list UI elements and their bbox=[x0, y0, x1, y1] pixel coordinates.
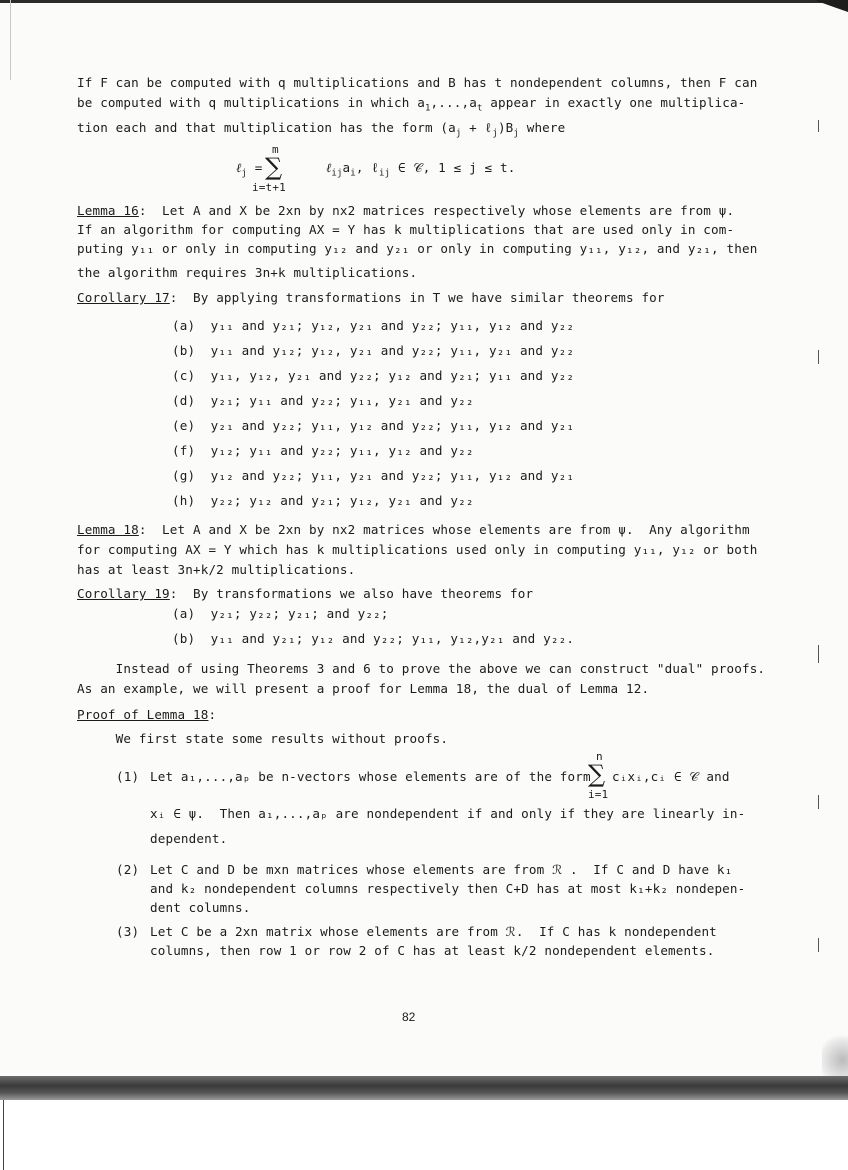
proof-heading bbox=[77, 707, 216, 723]
lemma18-line-1-text: : Let A and X be 2xn by nx2 matrices whose elements are from ψ. Any algorithm bbox=[138, 522, 750, 537]
lemma16-line-3: puting y₁₁ or only in computing y₁₂ and y₂₁ or only in computing y₁₁, y₁₂, and y₂₁, then bbox=[77, 241, 758, 256]
sub-j-2: j bbox=[492, 128, 498, 139]
dual-line-1: Instead of using Theorems 3 and 6 to prove the above we can construct "dual" proofs. bbox=[77, 661, 766, 676]
formula-rhs-ell-2: , ℓ bbox=[355, 160, 380, 175]
result-3-line-2: columns, then row 1 or row 2 of C has at least k/2 nondependent elements. bbox=[150, 943, 715, 958]
item-text: y₂₁ and y₂₂; y₁₁, y₁₂ and y₂₂; y₁₁, y₁₂ and y₂₁ bbox=[210, 418, 575, 433]
corollary19-label: Corollary 19 bbox=[77, 586, 170, 601]
sub-i: i bbox=[350, 168, 356, 179]
item-tag: (e) bbox=[172, 418, 196, 433]
result-1-line-2: xᵢ ∈ ψ. Then a₁,...,aₚ are nondependent if and only if they are linearly in- bbox=[150, 806, 746, 821]
corollary19-item-b bbox=[172, 631, 574, 647]
corollary17-line-1-text: : By applying transformations in T we have similar theorems for bbox=[169, 290, 665, 305]
intro-line-1: If F can be computed with q multiplications and B has t nondependent columns, then F can bbox=[77, 75, 758, 90]
scan-left-tick bbox=[3, 1100, 4, 1170]
corollary17-item-b bbox=[172, 343, 574, 359]
corollary17-label: Corollary 17 bbox=[77, 290, 170, 305]
result-2-tag: (2) bbox=[116, 862, 140, 877]
sub-ij: ij bbox=[331, 168, 343, 179]
margin-mark bbox=[818, 120, 819, 132]
corollary17-line-1 bbox=[77, 290, 665, 306]
item-tag: (c) bbox=[172, 368, 196, 383]
margin-mark bbox=[818, 795, 819, 809]
intro-line-3 bbox=[77, 120, 565, 142]
formula-rhs-ell: ℓ bbox=[326, 160, 332, 175]
item-tag: (a) bbox=[172, 318, 196, 333]
result-2-line-1: Let C and D be mxn matrices whose elements are from ℛ . If C and D have k₁ bbox=[150, 862, 733, 877]
corollary17-item-h bbox=[172, 493, 474, 509]
item-tag: (f) bbox=[172, 443, 196, 458]
item-text: y₁₂; y₁₁ and y₂₂; y₁₁, y₁₂ and y₂₂ bbox=[210, 443, 474, 458]
item-text: y₁₁ and y₁₂; y₁₂, y₂₁ and y₂₂; y₁₁, y₂₁ and y₂₂ bbox=[210, 343, 575, 358]
scan-corner-smudge bbox=[822, 1030, 848, 1080]
result-3-line-1: Let C be a 2xn matrix whose elements are from ℛ. If C has k nondependent bbox=[150, 924, 717, 939]
intro-line-3-c: )B bbox=[497, 120, 514, 135]
margin-mark bbox=[818, 938, 819, 952]
summation-sigma: ∑ bbox=[265, 153, 283, 181]
corollary17-item-a bbox=[172, 318, 574, 334]
item-tag: (d) bbox=[172, 393, 196, 408]
formula-ell: ℓ bbox=[236, 160, 242, 175]
intro-line-3-b: + ℓ bbox=[461, 120, 493, 135]
corollary17-item-f bbox=[172, 443, 474, 459]
sub-j-4: j bbox=[241, 168, 247, 179]
intro-line-2 bbox=[77, 95, 745, 117]
lemma16-label: Lemma 16 bbox=[77, 203, 139, 218]
result-1-sum-lower: i=1 bbox=[588, 788, 609, 801]
lemma16-line-1 bbox=[77, 203, 734, 219]
page-number: 82 bbox=[402, 1010, 416, 1024]
lemma16-line-1-text: : Let A and X be 2xn by nx2 matrices respectively whose elements are from ψ. bbox=[138, 203, 735, 218]
corollary17-item-g bbox=[172, 468, 574, 484]
item-tag: (h) bbox=[172, 493, 196, 508]
result-1-sum-upper: n bbox=[596, 750, 603, 763]
scan-bottom-margin bbox=[0, 1100, 848, 1170]
formula-rhs-a: a bbox=[342, 160, 351, 175]
lemma18-line-2: for computing AX = Y which has k multiplications used only in computing y₁₁, y₁₂ or both bbox=[77, 542, 758, 557]
item-text: y₂₁; y₂₂; y₂₁; and y₂₂; bbox=[210, 606, 389, 621]
formula-rhs bbox=[326, 160, 515, 182]
corollary17-item-e bbox=[172, 418, 574, 434]
lemma18-line-1 bbox=[77, 522, 750, 538]
item-tag: (g) bbox=[172, 468, 196, 483]
proof-label: Proof of Lemma 18 bbox=[77, 707, 209, 722]
item-text: y₁₁ and y₂₁; y₁₂, y₂₁ and y₂₂; y₁₁, y₁₂ and y₂₂ bbox=[210, 318, 575, 333]
formula-upper-limit: m bbox=[272, 143, 279, 156]
corollary19-item-a bbox=[172, 606, 389, 622]
scan-top-edge bbox=[0, 0, 848, 3]
item-text: y₂₂; y₁₂ and y₂₁; y₁₂, y₂₁ and y₂₂ bbox=[210, 493, 474, 508]
corollary17-item-d bbox=[172, 393, 474, 409]
lemma16-line-4: the algorithm requires 3n+k multiplications. bbox=[77, 265, 418, 280]
lemma16-line-2: If an algorithm for computing AX = Y has k multiplications that are used only in com- bbox=[77, 222, 735, 237]
sub-1: 1 bbox=[424, 103, 431, 114]
item-tag: (b) bbox=[172, 343, 196, 358]
dual-line-2: As an example, we will present a proof for Lemma 18, the dual of Lemma 12. bbox=[77, 681, 650, 696]
result-1-line-1: Let a₁,...,aₚ be n-vectors whose elements are of the form bbox=[150, 769, 591, 784]
item-text: y₁₁ and y₂₁; y₁₂ and y₂₂; y₁₁, y₁₂,y₂₁ and y₂₂. bbox=[210, 631, 575, 646]
intro-line-2-b: ,...,a bbox=[430, 95, 477, 110]
item-text: y₁₁, y₁₂, y₂₁ and y₂₂; y₁₂ and y₂₁; y₁₁ and y₂₂ bbox=[210, 368, 575, 383]
formula-set: ∈ 𝒞, 1 ≤ j ≤ t. bbox=[390, 160, 516, 175]
intro-line-3-d: where bbox=[518, 120, 566, 135]
intro-line-2-c: appear in exactly one multiplica- bbox=[482, 95, 746, 110]
result-1-tag: (1) bbox=[116, 769, 140, 784]
result-2-line-2: and k₂ nondependent columns respectively then C+D has at most k₁+k₂ nondepen- bbox=[150, 881, 746, 896]
sub-j: j bbox=[455, 128, 462, 139]
scan-left-edge bbox=[10, 0, 11, 80]
lemma18-line-3: has at least 3n+k/2 multiplications. bbox=[77, 562, 356, 577]
sub-j-3: j bbox=[513, 128, 519, 139]
lemma18-label: Lemma 18 bbox=[77, 522, 139, 537]
result-3-tag: (3) bbox=[116, 924, 140, 939]
result-1-line-3: dependent. bbox=[150, 831, 228, 846]
intro-line-3-a: tion each and that multiplication has the form (a bbox=[77, 120, 456, 135]
sub-t: t bbox=[476, 103, 483, 114]
formula-lower-limit: i=t+1 bbox=[252, 181, 286, 194]
corollary19-line-1 bbox=[77, 586, 533, 602]
corollary19-line-1-text: : By transformations we also have theorems for bbox=[169, 586, 534, 601]
result-1-sigma: ∑ bbox=[588, 760, 606, 788]
result-1-line-1-end: cᵢxᵢ,cᵢ ∈ 𝒞 and bbox=[612, 769, 730, 784]
proof-intro: We first state some results without proofs. bbox=[77, 731, 449, 746]
margin-mark bbox=[818, 350, 819, 364]
item-tag: (b) bbox=[172, 631, 196, 646]
corollary17-item-c bbox=[172, 368, 574, 384]
sub-ij-2: ij bbox=[379, 168, 391, 179]
item-text: y₁₂ and y₂₂; y₁₁, y₂₁ and y₂₂; y₁₁, y₁₂ and y₂₁ bbox=[210, 468, 575, 483]
margin-mark bbox=[818, 645, 819, 663]
scan-bottom-shadow bbox=[0, 1076, 848, 1100]
item-tag: (a) bbox=[172, 606, 196, 621]
proof-colon: : bbox=[208, 707, 217, 722]
formula-lhs: ℓ$_j$ = bbox=[236, 160, 263, 179]
intro-line-2-a: be computed with q multiplications in which a bbox=[77, 95, 425, 110]
result-2-line-3: dent columns. bbox=[150, 900, 251, 915]
item-text: y₂₁; y₁₁ and y₂₂; y₁₁, y₂₁ and y₂₂ bbox=[210, 393, 474, 408]
